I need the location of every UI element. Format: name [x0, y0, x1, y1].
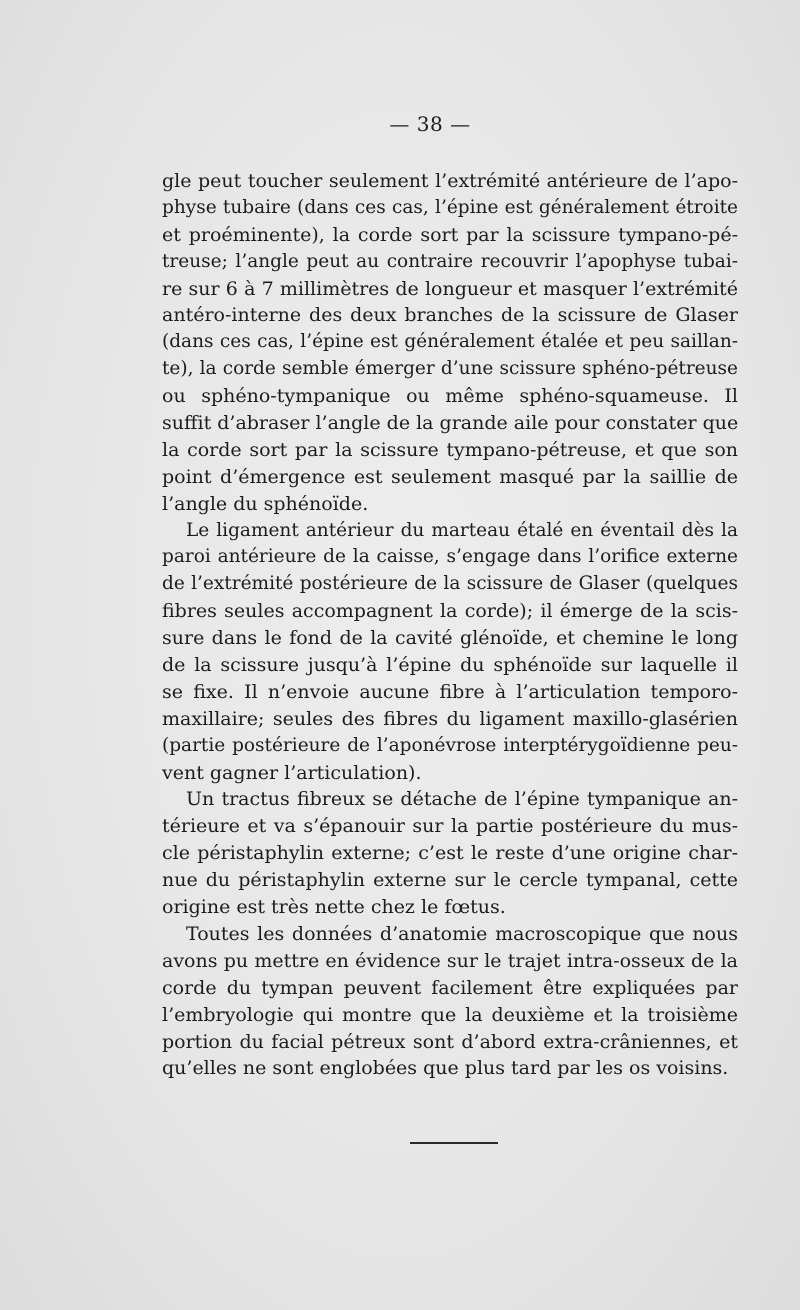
- end-rule: [410, 1142, 498, 1144]
- text-line: origine est très nette chez le fœtus.: [162, 896, 506, 919]
- text-line: fibres seules accompagnent la corde); il émerge de la scis-: [162, 600, 738, 623]
- text-line: point d’émergence est seulement masqué par la saillie de: [162, 465, 738, 488]
- text-line: suffit d’abraser l’angle de la grande aile pour constater que: [162, 412, 738, 435]
- text-line: de la scissure jusqu’à l’épine du sphénoïde sur laquelle il: [162, 654, 738, 677]
- text-line: corde du tympan peuvent facilement être expliquées par: [162, 976, 738, 999]
- text-line: l’angle du sphénoïde.: [162, 492, 369, 515]
- text-line: de l’extrémité postérieure de la scissure de Glaser (quelques: [162, 573, 738, 595]
- text-line: te), la corde semble émerger d’une scissure sphéno-pétreuse: [162, 358, 738, 380]
- text-line: et proéminente), la corde sort par la scissure tympano-pé-: [162, 223, 738, 246]
- text-line: vent gagner l’articulation).: [162, 761, 422, 784]
- text-line: paroi antérieure de la caisse, s’engage dans l’orifice externe: [162, 546, 738, 568]
- text-line: cle péristaphylin externe; c’est le reste d’une origine char-: [162, 842, 738, 865]
- text-line: maxillaire; seules des fibres du ligament maxillo-glasérien: [162, 707, 738, 730]
- text-line: sure dans le fond de la cavité glénoïde, et chemine le long: [162, 627, 738, 650]
- text-line: ou sphéno-tympanique ou même sphéno-squameuse. Il: [162, 385, 738, 408]
- text-line: treuse; l’angle peut au contraire recouvrir l’apophyse tubai-: [162, 250, 738, 272]
- text-line: avons pu mettre en évidence sur le trajet intra-osseux de la: [162, 949, 738, 972]
- page-number: — 38 —: [389, 112, 471, 136]
- text-line: antéro-interne des deux branches de la scissure de Glaser: [162, 304, 738, 327]
- text-line: se fixe. Il n’envoie aucune fibre à l’articulation temporo-: [162, 680, 738, 703]
- text-line: (dans ces cas, l’épine est généralement étalée et peu saillan-: [162, 331, 738, 353]
- text-line: l’embryologie qui montre que la deuxième et la troisième: [162, 1003, 738, 1026]
- text-line: nue du péristaphylin externe sur le cercle tympanal, cette: [162, 869, 738, 892]
- text-line: qu’elles ne sont englobées que plus tard par les os voisins.: [162, 1057, 729, 1080]
- text-line: la corde sort par la scissure tympano-pétreuse, et que son: [162, 438, 738, 461]
- text-line: physe tubaire (dans ces cas, l’épine est généralement étroite: [162, 196, 738, 218]
- text-line: re sur 6 à 7 millimètres de longueur et masquer l’extrémité: [162, 277, 738, 300]
- text-line: portion du facial pétreux sont d’abord extra-crâniennes, et: [162, 1030, 738, 1053]
- text-line: gle peut toucher seulement l’extrémité antérieure de l’apo-: [162, 170, 738, 192]
- text-line: térieure et va s’épanouir sur la partie postérieure du mus-: [162, 815, 738, 838]
- text-line: Un tractus fibreux se détache de l’épine tympanique an-: [186, 788, 738, 811]
- text-line: Le ligament antérieur du marteau étalé en éventail dès la: [186, 519, 738, 541]
- body-text: [162, 168, 738, 1082]
- text-line: (partie postérieure de l’aponévrose interptérygoïdienne peu-: [162, 734, 738, 756]
- text-line: Toutes les données d’anatomie macroscopique que nous: [186, 922, 738, 945]
